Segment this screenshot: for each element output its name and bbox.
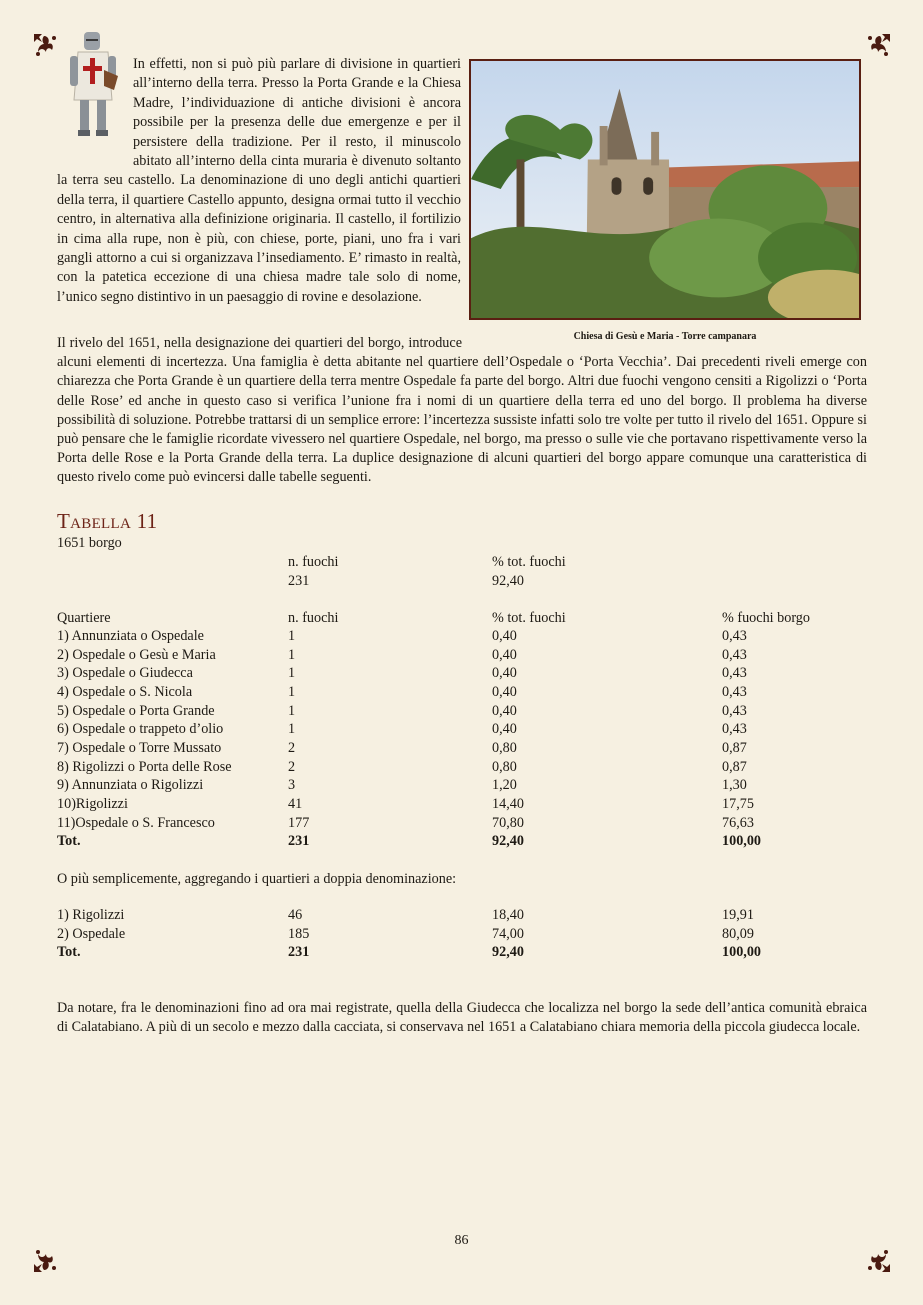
final-paragraph: Da notare, fra le denominazioni fino ad ora mai registrate, quella della Giudecca che localizza nel borgo la sede dell’antica comunità ebraica di Calatabiano. A più di un secolo e mezzo dalla cacciata, si conservava nel 1651 a Calatabiano chiara memoria della piccola giudecca locale.: [57, 1000, 867, 1036]
intro-paragraph: [57, 55, 461, 307]
cell-fuochi: 185: [288, 926, 310, 942]
summary-header-row: [57, 553, 867, 572]
summary-value-fuochi: 231: [288, 573, 310, 589]
church-bell-tower-photo: [469, 59, 861, 320]
total-label: Tot.: [57, 833, 81, 849]
cell-quartiere: 11)Ospedale o S. Francesco: [57, 815, 215, 831]
cell-pct-borgo: 0,87: [722, 740, 747, 756]
cell-pct-borgo: 0,43: [722, 665, 747, 681]
cell-pct-borgo: 0,43: [722, 703, 747, 719]
cell-pct-tot: 0,80: [492, 759, 517, 775]
total-pct-borgo: 100,00: [722, 833, 762, 849]
cell-pct-borgo: 0,43: [722, 721, 747, 737]
table-subtitle: 1651 borgo: [57, 535, 122, 551]
cell-fuochi: 2: [288, 759, 296, 775]
total-pct-tot: 92,40: [492, 833, 524, 849]
cell-pct-borgo: 80,09: [722, 926, 754, 942]
total-pct-tot: 92,40: [492, 944, 524, 960]
cell-pct-tot: 0,40: [492, 647, 517, 663]
photo-caption: Chiesa di Gesù e Maria - Torre campanara: [573, 331, 757, 342]
cell-pct-borgo: 0,87: [722, 759, 747, 775]
cell-fuochi: 1: [288, 684, 296, 700]
cell-quartiere: 1) Annunziata o Ospedale: [57, 628, 204, 644]
table-row: [57, 814, 867, 833]
cell-pct-tot: 0,40: [492, 721, 517, 737]
middle-text: Il rivelo del 1651, nella designazione dei quartieri del borgo, introduce alcuni elementi di incertezza. Una famiglia è detta abitante nel quartiere dell’Ospedale o ‘Porta Vecchia’. Dai precedenti riveli emerge con chiarezza che Porta Grande è un quartiere della terra mentre Ospedale fa parte del borgo. Altri due fuochi vengono censiti a Rigolizzi o ‘Porta delle Rose’ ed anche in questo caso si verifica l’unione fra i nomi di un quartiere della terra ed uno del borgo. Il problema ha diverse possibilità di soluzione. Potrebbe trattarsi di un semplice errore: l’incertezza sussiste infatti solo tre volte per tutto il rivelo del 1651. Oppure si può pensare che le famiglie ricordate vivessero nel quartiere Ospedale, nel borgo, ma presso o sulle vie che portavano rispettivamente verso la Porta delle Rose e la Porta Grande della terra. La duplice designazione di alcuni quartieri del borgo appare comunque una caratteristica di questo rivelo come può evincersi dalle tabelle seguenti.: [57, 335, 867, 486]
cell-quartiere: 5) Ospedale o Porta Grande: [57, 703, 215, 719]
page-number: 86: [454, 1233, 469, 1248]
header-quartiere: Quartiere: [57, 610, 111, 626]
cell-pct-borgo: 76,63: [722, 815, 754, 831]
summary-header-pct-tot: % tot. fuochi: [492, 554, 566, 570]
aggregated-total-row: [57, 943, 867, 962]
cell-pct-tot: 0,40: [492, 703, 517, 719]
table-row: [57, 664, 867, 683]
cell-fuochi: 1: [288, 703, 296, 719]
cell-pct-tot: 1,20: [492, 777, 517, 793]
cell-quartiere: 1) Rigolizzi: [57, 907, 125, 923]
total-fuochi: 231: [288, 944, 310, 960]
cell-quartiere: 2) Ospedale o Gesù e Maria: [57, 647, 216, 663]
header-pct-tot: % tot. fuochi: [492, 610, 566, 626]
summary-value-pct-tot: 92,40: [492, 573, 524, 589]
cell-pct-borgo: 0,43: [722, 684, 747, 700]
corner-ornament-icon: [866, 32, 892, 58]
cell-fuochi: 1: [288, 665, 296, 681]
table-row: [57, 739, 867, 758]
cell-pct-tot: 70,80: [492, 815, 524, 831]
aggregation-note: O più semplicemente, aggregando i quartieri a doppia denominazione:: [57, 871, 457, 887]
summary-values-row: [57, 572, 867, 591]
cell-pct-tot: 0,40: [492, 684, 517, 700]
table-title: Tabella 11: [57, 509, 158, 533]
table-row: [57, 720, 867, 739]
cell-pct-tot: 74,00: [492, 926, 524, 942]
middle-paragraph: [57, 334, 867, 488]
cell-pct-tot: 0,40: [492, 665, 517, 681]
table-row: [57, 776, 867, 795]
cell-quartiere: 9) Annunziata o Rigolizzi: [57, 777, 204, 793]
cell-pct-tot: 0,80: [492, 740, 517, 756]
cell-pct-tot: 18,40: [492, 907, 524, 923]
total-label: Tot.: [57, 944, 81, 960]
intro-text: In effetti, non si può più parlare di divisione in quartieri all’interno della terra. Presso la Porta Grande e la Chiesa Madre, l’individuazione di antiche divisioni è ancora possibile per la presenza delle due emergenze e per il persistere della tradizione. Per il resto, il minuscolo abitato all’interno della cinta muraria è divenuto soltanto la terra seu castello. La denominazione di uno degli antichi quartieri della terra, il quartiere Castello appunto, designa ormai tutto il vecchio centro, in alternativa alla definizione originaria. Il castello, il fortilizio in cima alla rupe, non è più, con chiese, porte, piani, uno fra i vari gangli attorno a cui si organizzava l’insediamento. E’ rimasto in realtà, con la patetica eccezione di una chiesa madre tale solo di nome, l’unico segno distintivo in un paesaggio di rovine e desolazione.: [57, 56, 461, 305]
cell-fuochi: 1: [288, 721, 296, 737]
table-row: [57, 683, 867, 702]
table-row: [57, 758, 867, 777]
cell-quartiere: 8) Rigolizzi o Porta delle Rose: [57, 759, 232, 775]
cell-pct-borgo: 19,91: [722, 907, 754, 923]
table-row: [57, 702, 867, 721]
header-pct-borgo: % fuochi borgo: [722, 610, 810, 626]
table-total-row: [57, 832, 867, 851]
table-header-row: [57, 609, 867, 628]
table-row: [57, 646, 867, 665]
cell-fuochi: 3: [288, 777, 296, 793]
cell-quartiere: 6) Ospedale o trappeto d’olio: [57, 721, 224, 737]
cell-fuochi: 41: [288, 796, 303, 812]
cell-pct-borgo: 1,30: [722, 777, 747, 793]
cell-pct-borgo: 17,75: [722, 796, 754, 812]
corner-ornament-icon: [32, 32, 58, 58]
cell-quartiere: 2) Ospedale: [57, 926, 126, 942]
cell-fuochi: 1: [288, 647, 296, 663]
aggregated-row: [57, 906, 867, 925]
total-fuochi: 231: [288, 833, 310, 849]
cell-quartiere: 7) Ospedale o Torre Mussato: [57, 740, 222, 756]
cell-pct-tot: 0,40: [492, 628, 517, 644]
cell-pct-tot: 14,40: [492, 796, 524, 812]
cell-pct-borgo: 0,43: [722, 628, 747, 644]
table-row: [57, 627, 867, 646]
corner-ornament-icon: [32, 1248, 58, 1274]
cell-fuochi: 177: [288, 815, 310, 831]
cell-quartiere: 10)Rigolizzi: [57, 796, 128, 812]
cell-fuochi: 1: [288, 628, 296, 644]
summary-header-fuochi: n. fuochi: [288, 554, 339, 570]
cell-fuochi: 46: [288, 907, 303, 923]
cell-quartiere: 4) Ospedale o S. Nicola: [57, 684, 193, 700]
cell-pct-borgo: 0,43: [722, 647, 747, 663]
header-fuochi: n. fuochi: [288, 610, 339, 626]
cell-fuochi: 2: [288, 740, 296, 756]
aggregated-row: [57, 925, 867, 944]
corner-ornament-icon: [866, 1248, 892, 1274]
table-row: [57, 795, 867, 814]
total-pct-borgo: 100,00: [722, 944, 762, 960]
cell-quartiere: 3) Ospedale o Giudecca: [57, 665, 193, 681]
